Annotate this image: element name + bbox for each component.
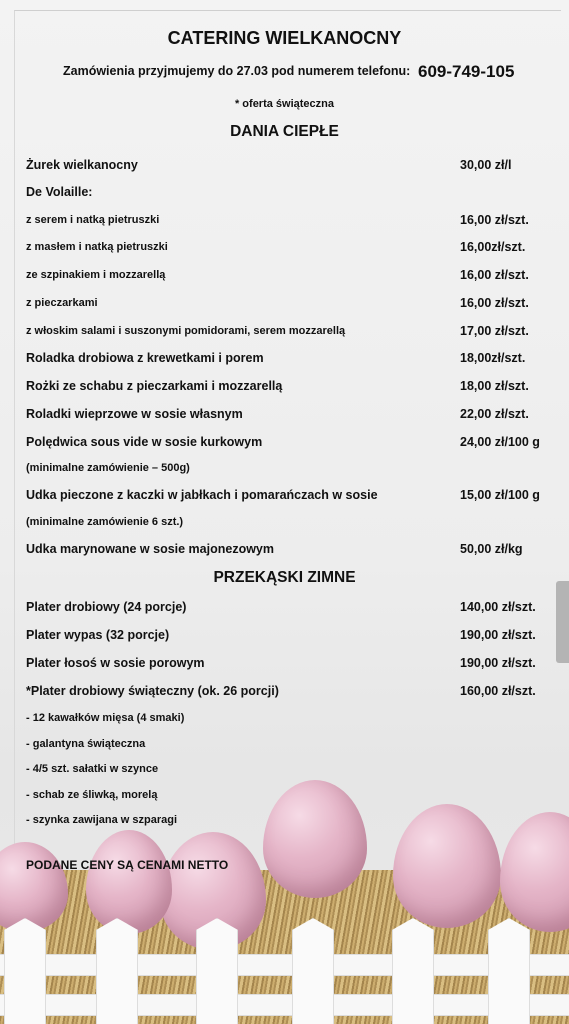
menu-item-name: z włoskim salami i suszonymi pomidorami, serem mozzarellą bbox=[26, 325, 346, 337]
section-title-hot: DANIA CIEPŁE bbox=[230, 123, 339, 140]
platter-content-item: - szynka zawijana w szparagi bbox=[26, 814, 178, 826]
menu-item-name: z masłem i natką pietruszki bbox=[26, 241, 168, 253]
price-disclaimer: PODANE CENY SĄ CENAMI NETTO bbox=[26, 858, 229, 872]
menu-item-price: 18,00 zł/szt. bbox=[460, 379, 529, 393]
menu-item-price: 22,00 zł/szt. bbox=[460, 407, 529, 421]
menu-item-price: 16,00 zł/szt. bbox=[460, 296, 529, 310]
order-info: Zamówienia przyjmujemy do 27.03 pod numerem telefonu: bbox=[63, 64, 411, 78]
fence-rail bbox=[0, 994, 569, 1016]
egg-image bbox=[86, 830, 172, 934]
menu-item-price: 17,00 zł/szt. bbox=[460, 324, 529, 338]
scroll-handle[interactable] bbox=[556, 581, 569, 663]
offer-note: * oferta świąteczna bbox=[234, 98, 335, 110]
menu-item-price: 160,00 zł/szt. bbox=[460, 684, 536, 698]
menu-item-name: z pieczarkami bbox=[26, 297, 98, 309]
fence-picket bbox=[4, 918, 46, 1024]
menu-item-name: ze szpinakiem i mozzarellą bbox=[26, 269, 166, 281]
menu-item-note: (minimalne zamówienie – 500g) bbox=[26, 462, 190, 474]
menu-item-name: Rożki ze schabu z pieczarkami i mozzarellą bbox=[26, 379, 283, 393]
egg-image bbox=[393, 804, 501, 928]
fence-picket bbox=[196, 918, 238, 1024]
menu-item-name: Plater drobiowy (24 porcje) bbox=[26, 600, 187, 614]
fence-picket bbox=[96, 918, 138, 1024]
menu-item-name: Plater wypas (32 porcje) bbox=[26, 628, 170, 642]
menu-item-price: 140,00 zł/szt. bbox=[460, 600, 536, 614]
menu-item-name: Żurek wielkanocny bbox=[26, 158, 138, 172]
egg-image bbox=[263, 780, 367, 898]
menu-item-price: 16,00zł/szt. bbox=[460, 240, 526, 254]
platter-content-item: - 12 kawałków mięsa (4 smaki) bbox=[26, 712, 185, 724]
fence-picket bbox=[488, 918, 530, 1024]
fence-rail bbox=[0, 954, 569, 976]
menu-item-price: 190,00 zł/szt. bbox=[460, 656, 536, 670]
menu-item-name: *Plater drobiowy świąteczny (ok. 26 porcji) bbox=[26, 684, 279, 698]
menu-item-name: Udka marynowane w sosie majonezowym bbox=[26, 542, 274, 556]
menu-item-name: Plater łosoś w sosie porowym bbox=[26, 656, 205, 670]
menu-item-name: z serem i natką pietruszki bbox=[26, 214, 160, 226]
menu-item-price: 50,00 zł/kg bbox=[460, 542, 523, 556]
menu-item-name: Roladka drobiowa z krewetkami i porem bbox=[26, 351, 264, 365]
menu-item-price: 16,00 zł/szt. bbox=[460, 268, 529, 282]
fence-picket bbox=[292, 918, 334, 1024]
menu-item-name: Udka pieczone z kaczki w jabłkach i pomarańczach w sosie bbox=[26, 488, 378, 502]
menu-item-note: (minimalne zamówienie 6 szt.) bbox=[26, 516, 184, 528]
menu-item-price: 190,00 zł/szt. bbox=[460, 628, 536, 642]
platter-content-item: - galantyna świąteczna bbox=[26, 738, 146, 750]
egg-image bbox=[0, 842, 68, 932]
menu-item-name: Roladki wieprzowe w sosie własnym bbox=[26, 407, 243, 421]
page-title: CATERING WIELKANOCNY bbox=[167, 28, 402, 48]
menu-item-name: De Volaille: bbox=[26, 185, 93, 199]
phone-number[interactable]: 609-749-105 bbox=[418, 62, 515, 81]
menu-item-price: 24,00 zł/100 g bbox=[460, 435, 540, 449]
menu-item-price: 18,00zł/szt. bbox=[460, 351, 526, 365]
menu-item-price: 30,00 zł/l bbox=[460, 158, 512, 172]
menu-item-price: 15,00 zł/100 g bbox=[460, 488, 540, 502]
menu-item-name: Polędwica sous vide w sosie kurkowym bbox=[26, 435, 263, 449]
menu-item-price: 16,00 zł/szt. bbox=[460, 213, 529, 227]
fence-picket bbox=[392, 918, 434, 1024]
platter-content-item: - schab ze śliwką, morelą bbox=[26, 789, 158, 801]
section-title-cold: PRZEKĄSKI ZIMNE bbox=[213, 569, 356, 586]
platter-content-item: - 4/5 szt. sałatki w szynce bbox=[26, 763, 159, 775]
